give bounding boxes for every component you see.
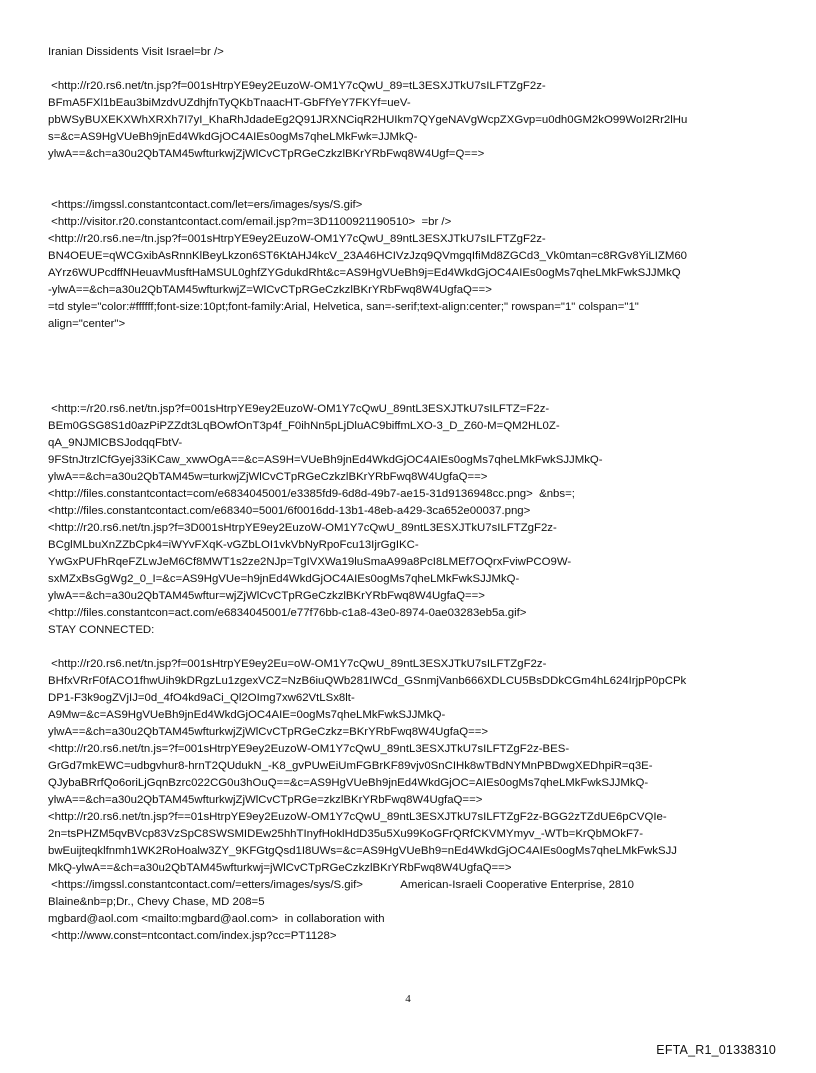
text-block bbox=[48, 197, 776, 333]
document-body bbox=[48, 44, 776, 945]
text-line: Blaine&nb=p;Dr., Chevy Chase, MD 208=5 bbox=[48, 896, 265, 908]
text-line: GrGd7mkEWC=udbgvhur8-hrnT2QUdukN_-K8_gvPUwEiUmFGBrKF89vjv0SnCIHk8wTBdNYMnPBDwgXEDhpiR=q3E- bbox=[48, 760, 653, 772]
text-line: 2n=tsPHZM5qvBVcp83VzSpC8SWSMIDEw25hhTInyfHoklHdD35u5Xu99KoGFrQRfCKVMYmyv_-WTb=KrQbMOkF7- bbox=[48, 828, 644, 840]
text-block bbox=[48, 78, 776, 163]
text-line: sxMZxBsGgWg2_0_I=&c=AS9HgVUe=h9jnEd4WkdGjOC4AIEs0ogMs7qheLMkFwkSJJMkQ- bbox=[48, 573, 520, 585]
text-line: <http://visitor.r20.constantcontact.com/email.jsp?m=3D1100921190510> =br /> bbox=[48, 216, 452, 228]
bates-number: EFTA_R1_01338310 bbox=[656, 1043, 776, 1057]
text-line: AYrz6WUPcdffNHeuavMusftHaMSUL0ghfZYGdukdRht&c=AS9HgVUeBh9j=Ed4WkdGjOC4AIEs0ogMs7qheLMkFwkSJJMkQ bbox=[48, 267, 681, 279]
text-line: Iranian Dissidents Visit Israel=br /> bbox=[48, 46, 224, 58]
text-line: <http://r20.rs6.net/tn.js=?f=001sHtrpYE9ey2EuzoW-OM1Y7cQwU_89ntL3ESXJTkU7sILFTZgF2z-BES- bbox=[48, 743, 570, 755]
text-line: A9Mw=&c=AS9HgVUeBh9jnEd4WkdGjOC4AIE=0ogMs7qheLMkFwkSJJMkQ- bbox=[48, 709, 446, 721]
page-number: 4 bbox=[405, 993, 411, 1005]
text-line: <https://imgssl.constantcontact.com/=etters/images/sys/S.gif> American-Israeli Cooperative Enterprise, 2810 bbox=[48, 879, 634, 891]
text-line: bwEuijteqklfnmh1WK2RoHoalw3ZY_9KFGtgQsd1I8UWs=&c=AS9HgVUeBh9=nEd4WkdGjOC4AIEs0ogMs7qheLMkFwkSJJ bbox=[48, 845, 677, 857]
text-line: <http://files.constantcontact=com/e6834045001/e3385fd9-6d8d-49b7-ae15-31d9136948cc.png> &nbs=; bbox=[48, 488, 575, 500]
block-spacer bbox=[48, 61, 776, 78]
text-block bbox=[48, 656, 776, 945]
text-line: 9FStnJtrzlCfGyej33iKCaw_xwwOgA==&c=AS9H=VUeBh9jnEd4WkdGjOC4AIEs0ogMs7qheLMkFwkSJJMkQ- bbox=[48, 454, 603, 466]
text-line: <http://r20.rs6.net/tn.jsp?f=001sHtrpYE9ey2Eu=oW-OM1Y7cQwU_89ntL3ESXJTkU7sILFTZgF2z- bbox=[48, 658, 547, 670]
text-line: qA_9NJMlCBSJodqqFbtV- bbox=[48, 437, 183, 449]
text-line: <http://files.constantcontact.com/e68340=5001/6f0016dd-13b1-48eb-a429-3ca652e00037.png> bbox=[48, 505, 531, 517]
text-line: <http:=/r20.rs6.net/tn.jsp?f=001sHtrpYE9ey2EuzoW-OM1Y7cQwU_89ntL3ESXJTkU7sILFTZ=F2z- bbox=[48, 403, 550, 415]
block-spacer bbox=[48, 163, 776, 197]
text-line: BCglMLbuXnZZbCpk4=iWYvFXqK-vGZbLOI1vkVbNyRpoFcu13IjrGgIKC- bbox=[48, 539, 419, 551]
text-block bbox=[48, 44, 776, 61]
text-line: ylwA==&ch=a30u2QbTAM45wfturkwjZjWlCvCTpRGe=zkzlBKrYRbFwq8W4UgfaQ==> bbox=[48, 794, 483, 806]
text-line: ylwA==&ch=a30u2QbTAM45w=turkwjZjWlCvCTpRGeCzkzlBKrYRbFwq8W4UgfaQ==> bbox=[48, 471, 488, 483]
text-line: <http://www.const=ntcontact.com/index.jsp?cc=PT1128> bbox=[48, 930, 337, 942]
text-line: BHfxVRrF0fACO1fhwUih9kDRgzLu1zgexVCZ=NzB6iuQWb281IWCd_GSnmjVanb666XDLCU5BsDDkCGm4hL624IrjpP0pCPk bbox=[48, 675, 687, 687]
text-line: STAY CONNECTED: bbox=[48, 624, 155, 636]
text-line: <http://r20.rs6.net/tn.jsp?f==01sHtrpYE9ey2EuzoW-OM1Y7cQwU_89ntL3ESXJTkU7sILFTZgF2z-BGG2zTZdUE6pCVQIe- bbox=[48, 811, 667, 823]
text-line: <https://imgssl.constantcontact.com/let=ers/images/sys/S.gif> bbox=[48, 199, 363, 211]
text-line: YwGxPUFhRqeFZLwJeM6Cf8MWT1s2ze2NJp=TgIVXWa19luSmaA99a8PcI8LMEf7OQrxFviwPCO9W- bbox=[48, 556, 572, 568]
text-line: align="center"> bbox=[48, 318, 126, 330]
text-line: <http://files.constantcon=act.com/e6834045001/e77f76bb-c1a8-43e0-8974-0ae03283eb5a.gif> bbox=[48, 607, 527, 619]
text-line: BFmA5FXl1bEau3biMzdvUZdhjfnTyQKbTnaacHT-GbFfYeY7FKYf=ueV- bbox=[48, 97, 411, 109]
text-line: QJybaBRrfQo6oriLjGqnBzrc022CG0u3hOuQ==&c=AS9HgVUeBh9jnEd4WkdGjOC=AIEs0ogMs7qheLMkFwkSJJMkQ- bbox=[48, 777, 649, 789]
text-line: BEm0GSG8S1d0azPiPZZdt3LqBOwfOnT3p4f_F0ihNn5pLjDluAC9biffmLXO-3_D_Z60-M=QM2HL0Z- bbox=[48, 420, 560, 432]
text-line: mgbard@aol.com <mailto:mgbard@aol.com> in collaboration with bbox=[48, 913, 385, 925]
text-line: MkQ-ylwA==&ch=a30u2QbTAM45wfturkwj=jWlCvCTpRGeCzkzlBKrYRbFwq8W4UgfaQ==> bbox=[48, 862, 512, 874]
block-spacer bbox=[48, 333, 776, 401]
text-line: ylwA==&ch=a30u2QbTAM45wfturkwjZjWlCvCTpRGeCzkzlBKrYRbFwq8W4Ugf=Q==> bbox=[48, 148, 485, 160]
text-line: pbWSyBUXEKXWhXRXh7I7yI_KhaRhJdadeEg2Q91JRXNCiqR2HUIkm7QYgeNAVgWcpZXGvp=u0dh0GM2kO99WoI2Rr2lHu bbox=[48, 114, 688, 126]
text-line: ylwA==&ch=a30u2QbTAM45wftur=wjZjWlCvCTpRGeCzkzlBKrYRbFwq8W4UgfaQ==> bbox=[48, 590, 485, 602]
text-line: -ylwA==&ch=a30u2QbTAM45wfturkwjZ=WlCvCTpRGeCzkzlBKrYRbFwq8W4UgfaQ==> bbox=[48, 284, 492, 296]
text-line: <http://r20.rs6.net/tn.jsp?f=3D001sHtrpYE9ey2EuzoW-OM1Y7cQwU_89ntL3ESXJTkU7sILFTZgF2z- bbox=[48, 522, 557, 534]
text-block bbox=[48, 401, 776, 639]
text-line: <http://r20.rs6.ne=/tn.jsp?f=001sHtrpYE9ey2EuzoW-OM1Y7cQwU_89ntL3ESXJTkU7sILFTZgF2z- bbox=[48, 233, 546, 245]
text-line: DP1-F3k9ogZVjIJ=0d_4fO4kd9aCi_Ql2OImg7xw62VtLSx8lt- bbox=[48, 692, 355, 704]
text-line: =td style="color:#ffffff;font-size:10pt;font-family:Arial, Helvetica, san=-serif;text-align:center;" rowspan="1" colspan="1" bbox=[48, 301, 639, 313]
text-line: ylwA==&ch=a30u2QbTAM45wfturkwjZjWlCvCTpRGeCzkz=BKrYRbFwq8W4UgfaQ==> bbox=[48, 726, 489, 738]
text-line: <http://r20.rs6.net/tn.jsp?f=001sHtrpYE9ey2EuzoW-OM1Y7cQwU_89=tL3ESXJTkU7sILFTZgF2z- bbox=[48, 80, 546, 92]
block-spacer bbox=[48, 639, 776, 656]
text-line: BN4OEUE=qWCGxibAsRnnKlBeyLkzon6ST6KtAHJ4kcV_23A46HCIVzJzq9QVmgqIfiMd8ZGCd3_Vk0mtan=c8RGv8YiLIZM60 bbox=[48, 250, 687, 262]
text-line: s=&c=AS9HgVUeBh9jnEd4WkdGjOC4AIEs0ogMs7qheLMkFwk=JJMkQ- bbox=[48, 131, 418, 143]
